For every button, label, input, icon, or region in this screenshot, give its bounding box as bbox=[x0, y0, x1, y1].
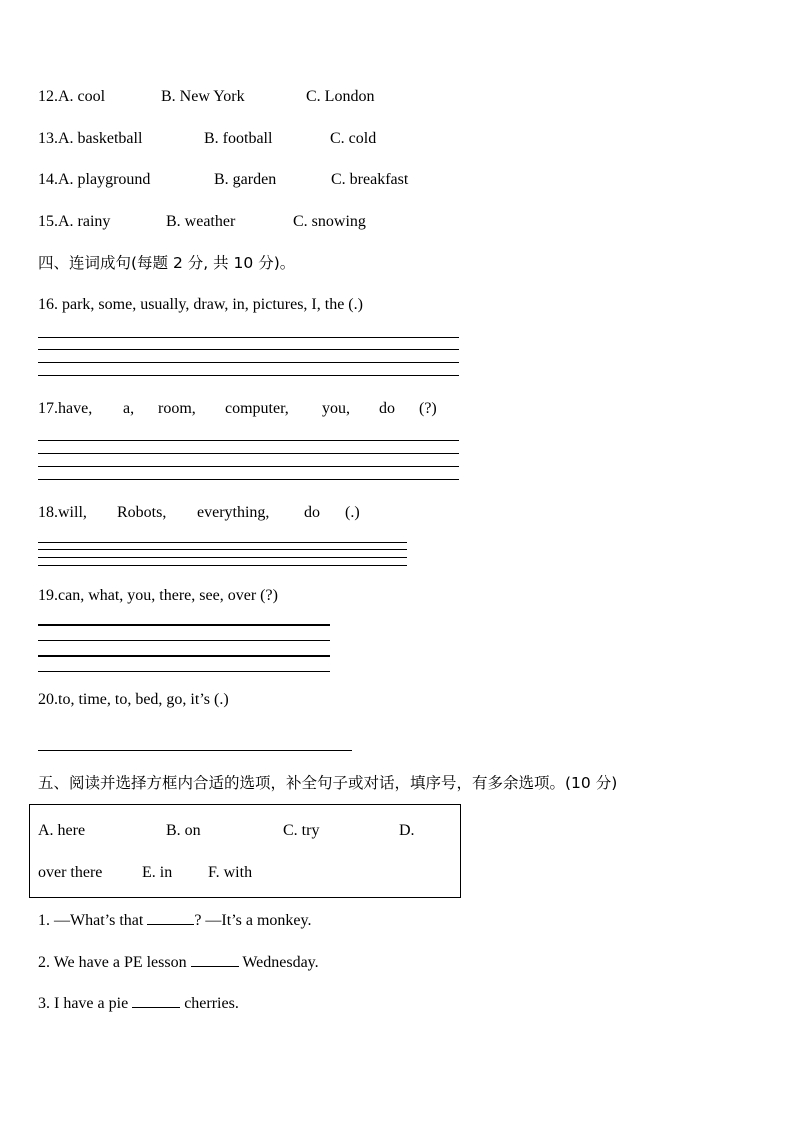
option-b: B. garden bbox=[214, 171, 277, 188]
question-20: 20.to, time, to, bed, go, it’s (.) bbox=[38, 691, 229, 708]
option-a: A. rainy bbox=[58, 213, 111, 230]
option-box bbox=[29, 804, 461, 898]
answer-line[interactable] bbox=[38, 542, 407, 543]
answer-line[interactable] bbox=[38, 557, 407, 558]
question-16: 16. park, some, usually, draw, in, pictures, I, the (.) bbox=[38, 296, 363, 313]
answer-line[interactable] bbox=[38, 655, 330, 657]
question-number: 12. bbox=[38, 88, 58, 105]
option-c: C. snowing bbox=[293, 213, 366, 230]
sentence-3: 3. I have a pie cherries. bbox=[38, 995, 239, 1012]
option-a: A. basketball bbox=[58, 130, 143, 147]
option-b: B. New York bbox=[161, 88, 245, 105]
word: you, bbox=[322, 400, 350, 417]
answer-blank[interactable] bbox=[191, 952, 239, 967]
answer-line[interactable] bbox=[38, 640, 330, 641]
answer-line[interactable] bbox=[38, 375, 459, 376]
answer-line[interactable] bbox=[38, 349, 459, 350]
word: room, bbox=[158, 400, 196, 417]
box-option-d: D. bbox=[399, 822, 415, 839]
answer-blank[interactable] bbox=[132, 993, 180, 1008]
question-number: 13. bbox=[38, 130, 58, 147]
word: computer, bbox=[225, 400, 289, 417]
answer-line[interactable] bbox=[38, 337, 459, 338]
answer-line[interactable] bbox=[38, 362, 459, 363]
question-number: 15. bbox=[38, 213, 58, 230]
answer-line[interactable] bbox=[38, 565, 407, 566]
option-a: A. playground bbox=[58, 171, 151, 188]
box-option-b: B. on bbox=[166, 822, 201, 839]
answer-line[interactable] bbox=[38, 479, 459, 480]
option-c: C. breakfast bbox=[331, 171, 409, 188]
option-c: C. London bbox=[306, 88, 375, 105]
answer-blank[interactable] bbox=[147, 910, 194, 925]
word: a, bbox=[123, 400, 135, 417]
box-option-c: C. try bbox=[283, 822, 320, 839]
answer-line[interactable] bbox=[38, 750, 352, 751]
section-5-heading: 五、阅读并选择方框内合适的选项，补全句子或对话，填序号，有多余选项。(10 分) bbox=[38, 774, 618, 792]
box-option-e: E. in bbox=[142, 864, 173, 881]
question-number: 14. bbox=[38, 171, 58, 188]
answer-line[interactable] bbox=[38, 466, 459, 467]
word: have, bbox=[58, 400, 93, 417]
word: do bbox=[304, 504, 320, 521]
word: Robots, bbox=[117, 504, 167, 521]
word: everything, bbox=[197, 504, 270, 521]
sentence-1: 1. —What’s that ? —It’s a monkey. bbox=[38, 912, 312, 929]
answer-line[interactable] bbox=[38, 671, 330, 672]
option-b: B. weather bbox=[166, 213, 236, 230]
word: (.) bbox=[345, 504, 360, 521]
question-number: 17. bbox=[38, 400, 58, 417]
box-option-f: F. with bbox=[208, 864, 253, 881]
answer-line[interactable] bbox=[38, 624, 330, 626]
question-19: 19.can, what, you, there, see, over (?) bbox=[38, 587, 278, 604]
answer-line[interactable] bbox=[38, 453, 459, 454]
answer-line[interactable] bbox=[38, 549, 407, 550]
box-option-d-text: over there bbox=[38, 864, 103, 881]
section-4-heading: 四、连词成句(每题 2 分, 共 10 分)。 bbox=[38, 254, 296, 272]
sentence-2: 2. We have a PE lesson Wednesday. bbox=[38, 954, 319, 971]
option-a: A. cool bbox=[58, 88, 106, 105]
answer-line[interactable] bbox=[38, 440, 459, 441]
word: do bbox=[379, 400, 395, 417]
word: (?) bbox=[419, 400, 437, 417]
word: will, bbox=[58, 504, 87, 521]
question-number: 18. bbox=[38, 504, 58, 521]
option-b: B. football bbox=[204, 130, 273, 147]
box-option-a: A. here bbox=[38, 822, 86, 839]
option-c: C. cold bbox=[330, 130, 377, 147]
